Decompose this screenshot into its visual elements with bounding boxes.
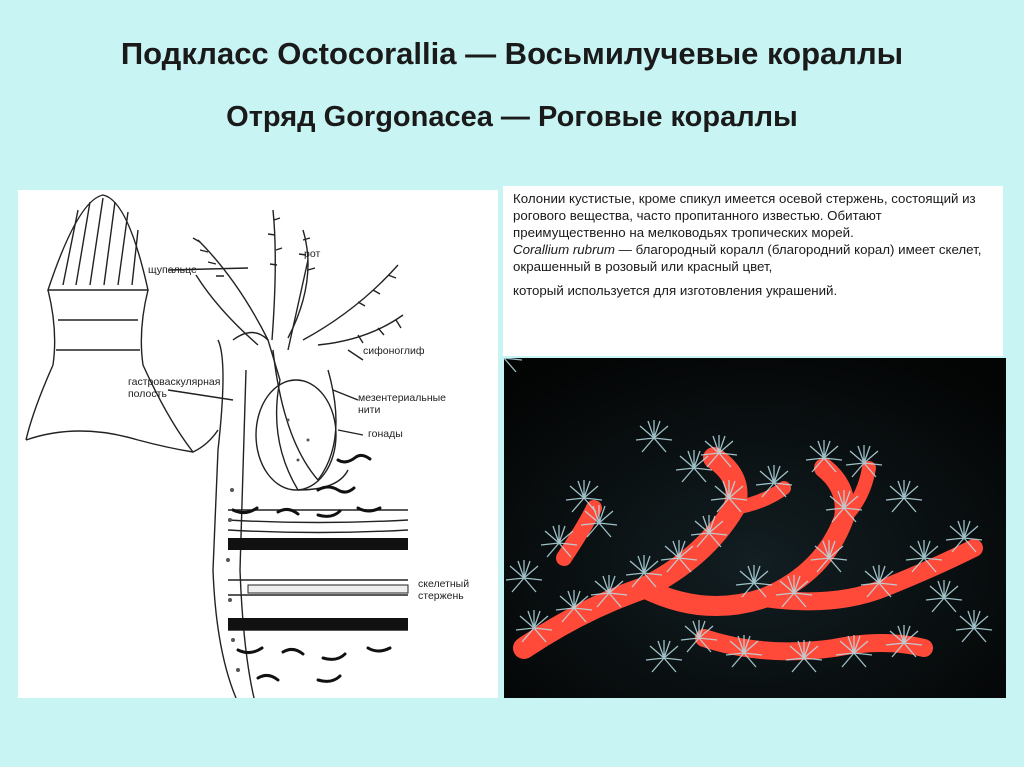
species-name: Corallium rubrum xyxy=(513,242,615,257)
red-coral-photo-drawing xyxy=(504,358,1006,698)
species-description: — благородный коралл (благородний корал) имеет скелет, окрашенный в розовый или красный цвет, xyxy=(513,242,982,274)
label-gastrovascular-cavity: гастроваскулярная полость xyxy=(128,376,221,400)
description-paragraph: Колонии кустистые, кроме спикул имеется осевой стержень, состоящий из рогового вещества, часто пропитанного известью. Обитают преимущественно на мелководьях тропических морей. xyxy=(513,191,976,240)
label-mouth: рот xyxy=(304,248,321,260)
label-gonads: гонады xyxy=(368,428,403,440)
page-subtitle: Отряд Gorgonacea — Роговые кораллы xyxy=(226,101,798,133)
description-usage: который используется для изготовления украшений. xyxy=(513,283,838,298)
page-title: Подкласс Octocorallia — Восьмилучевые кораллы xyxy=(120,36,904,71)
polyp-anatomy-diagram xyxy=(18,190,498,698)
label-tentacle: щупальце xyxy=(148,264,197,276)
label-siphonoglyph: сифоноглиф xyxy=(363,345,425,357)
label-skeletal-rod: скелетный стержень xyxy=(418,578,470,602)
polyp-anatomy-drawing xyxy=(18,190,498,698)
label-mesenterial-filaments: мезентериальные нити xyxy=(358,392,447,416)
description-text xyxy=(503,186,1003,356)
red-coral-photo xyxy=(504,358,1006,698)
description-species xyxy=(513,241,993,275)
